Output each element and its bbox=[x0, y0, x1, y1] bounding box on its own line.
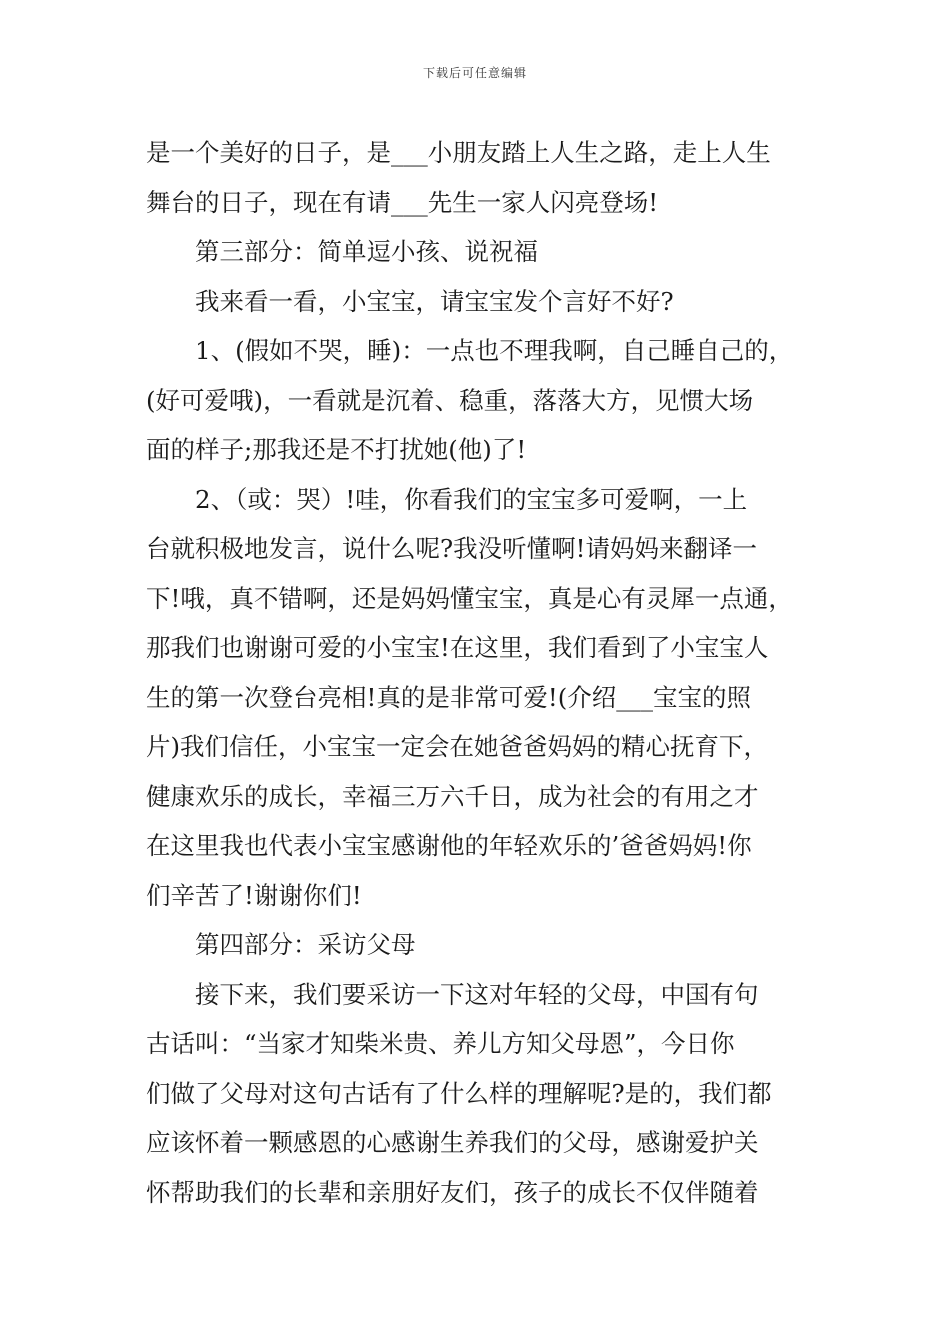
text-line: 是一个美好的日子，是___小朋友踏上人生之路，走上人生 bbox=[146, 138, 771, 167]
section-heading-part-four: 第四部分：采访父母 bbox=[195, 930, 416, 959]
text-line: 片)我们信任，小宝宝一定会在她爸爸妈妈的精心抚育下， bbox=[146, 732, 769, 761]
text-line: 下!哦，真不错啊，还是妈妈懂宝宝，真是心有灵犀一点通， bbox=[146, 583, 793, 613]
text-line: 们做了父母对这句古话有了什么样的理解呢?是的，我们都 bbox=[146, 1078, 772, 1108]
section-heading-part-three: 第三部分：简单逗小孩、说祝福 bbox=[195, 237, 538, 266]
text-line: 在这里我也代表小宝宝感谢他的年轻欢乐的’爸爸妈妈!你 bbox=[146, 831, 752, 860]
text-line: 健康欢乐的成长，幸福三万六千日，成为社会的有用之才 bbox=[146, 781, 759, 811]
text-line: 舞台的日子，现在有请___先生一家人闪亮登场! bbox=[146, 187, 659, 217]
text-line: 们辛苦了!谢谢你们! bbox=[146, 880, 362, 910]
text-line: 应该怀着一颗感恩的心感谢生养我们的父母，感谢爱护关 bbox=[146, 1128, 759, 1157]
text-line: (好可爱哦)，一看就是沉着、稳重，落落大方，见惯大场 bbox=[146, 385, 754, 415]
text-line: 我来看一看，小宝宝，请宝宝发个言好不好? bbox=[195, 286, 674, 316]
text-line: 那我们也谢谢可爱的小宝宝!在这里，我们看到了小宝宝人 bbox=[146, 633, 769, 662]
page-header: 下载后可任意编辑 bbox=[422, 66, 527, 80]
text-line: 生的第一次登台亮相!真的是非常可爱!(介绍___宝宝的照 bbox=[146, 682, 751, 712]
text-line: 1、(假如不哭，睡)：一点也不理我啊，自己睡自己的， bbox=[195, 336, 794, 365]
text-line: 面的样子;那我还是不打扰她(他)了! bbox=[146, 435, 527, 464]
text-line: 怀帮助我们的长辈和亲朋好友们，孩子的成长不仅伴随着 bbox=[146, 1177, 759, 1207]
text-line: 接下来，我们要采访一下这对年轻的父母，中国有句 bbox=[195, 979, 759, 1009]
document-body bbox=[146, 128, 806, 1217]
text-line: 台就积极地发言，说什么呢?我没听懂啊!请妈妈来翻译一 bbox=[146, 534, 757, 563]
text-line: 2、（或：哭）!哇，你看我们的宝宝多可爱啊，一上 bbox=[195, 484, 748, 514]
text-line: 古话叫：“当家才知柴米贵、养儿方知父母恩”，今日你 bbox=[146, 1029, 735, 1058]
